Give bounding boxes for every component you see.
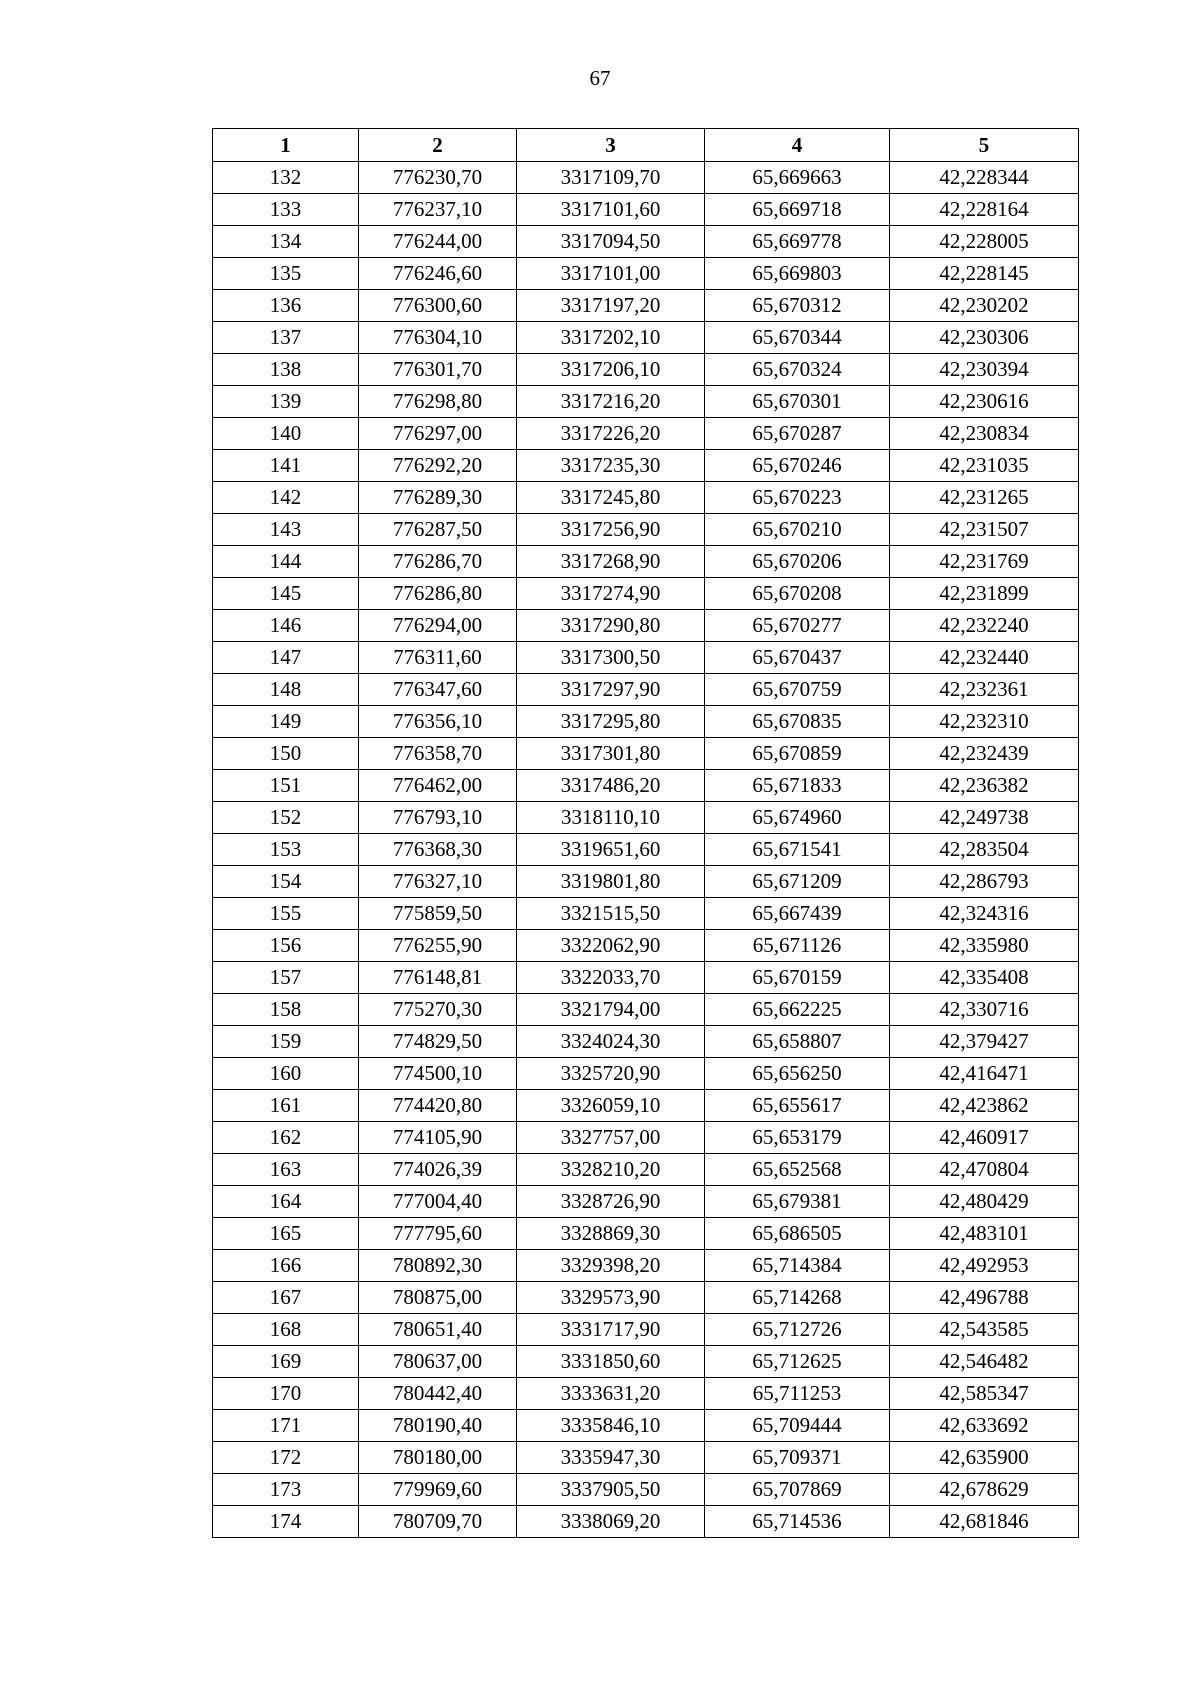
table-row — [213, 194, 1079, 226]
table-row — [213, 546, 1079, 578]
table-cell: 141 — [213, 450, 359, 482]
table-cell: 164 — [213, 1186, 359, 1218]
table-cell: 65,670223 — [705, 482, 890, 514]
table-cell: 173 — [213, 1474, 359, 1506]
table-cell: 42,470804 — [890, 1154, 1079, 1186]
table-cell: 42,228164 — [890, 194, 1079, 226]
table-cell: 776300,60 — [359, 290, 517, 322]
table-cell: 42,492953 — [890, 1250, 1079, 1282]
table-cell: 3317295,80 — [517, 706, 705, 738]
table-cell: 3333631,20 — [517, 1378, 705, 1410]
table-cell: 42,228145 — [890, 258, 1079, 290]
table-cell: 776301,70 — [359, 354, 517, 386]
table-cell: 42,633692 — [890, 1410, 1079, 1442]
table-cell: 3328869,30 — [517, 1218, 705, 1250]
table-cell: 780637,00 — [359, 1346, 517, 1378]
table-cell: 42,231899 — [890, 578, 1079, 610]
table-cell: 3317268,90 — [517, 546, 705, 578]
table-cell: 65,714384 — [705, 1250, 890, 1282]
table-cell: 65,670287 — [705, 418, 890, 450]
table-cell: 42,283504 — [890, 834, 1079, 866]
table-row — [213, 258, 1079, 290]
table-cell: 42,635900 — [890, 1442, 1079, 1474]
table-cell: 42,335980 — [890, 930, 1079, 962]
table-cell: 42,230306 — [890, 322, 1079, 354]
table-cell: 3317274,90 — [517, 578, 705, 610]
table-cell: 65,670312 — [705, 290, 890, 322]
table-cell: 65,671209 — [705, 866, 890, 898]
table-cell: 780875,00 — [359, 1282, 517, 1314]
table-cell: 776246,60 — [359, 258, 517, 290]
table-row — [213, 578, 1079, 610]
table-cell: 3317486,20 — [517, 770, 705, 802]
table-cell: 65,670324 — [705, 354, 890, 386]
table-cell: 65,714536 — [705, 1506, 890, 1538]
table-cell: 65,670859 — [705, 738, 890, 770]
column-header: 4 — [705, 129, 890, 162]
table-cell: 3317301,80 — [517, 738, 705, 770]
table-cell: 65,669663 — [705, 162, 890, 194]
table-row — [213, 1314, 1079, 1346]
table-row — [213, 1122, 1079, 1154]
table-cell: 3317290,80 — [517, 610, 705, 642]
table-row — [213, 610, 1079, 642]
table-cell: 3317297,90 — [517, 674, 705, 706]
table-cell: 143 — [213, 514, 359, 546]
table-cell: 774026,39 — [359, 1154, 517, 1186]
column-header: 2 — [359, 129, 517, 162]
table-cell: 159 — [213, 1026, 359, 1058]
table-cell: 3317109,70 — [517, 162, 705, 194]
table-row — [213, 1058, 1079, 1090]
table-cell: 776298,80 — [359, 386, 517, 418]
table-cell: 65,653179 — [705, 1122, 890, 1154]
table-row — [213, 1506, 1079, 1538]
page-number: 67 — [589, 66, 611, 90]
table-row — [213, 1282, 1079, 1314]
table-cell: 42,483101 — [890, 1218, 1079, 1250]
table-cell: 65,670759 — [705, 674, 890, 706]
table-row — [213, 482, 1079, 514]
table-row — [213, 1410, 1079, 1442]
table-row — [213, 354, 1079, 386]
table-row — [213, 1346, 1079, 1378]
table-row — [213, 866, 1079, 898]
table-cell: 65,707869 — [705, 1474, 890, 1506]
table-cell: 65,670246 — [705, 450, 890, 482]
table-cell: 65,670210 — [705, 514, 890, 546]
table-cell: 42,416471 — [890, 1058, 1079, 1090]
table-cell: 775270,30 — [359, 994, 517, 1026]
table-row — [213, 514, 1079, 546]
table-cell: 144 — [213, 546, 359, 578]
table-cell: 168 — [213, 1314, 359, 1346]
table-cell: 42,546482 — [890, 1346, 1079, 1378]
table-cell: 174 — [213, 1506, 359, 1538]
table-cell: 3317101,60 — [517, 194, 705, 226]
table-cell: 775859,50 — [359, 898, 517, 930]
table-row — [213, 1186, 1079, 1218]
table-row — [213, 226, 1079, 258]
table-row — [213, 1378, 1079, 1410]
table-cell: 42,286793 — [890, 866, 1079, 898]
table-cell: 65,670159 — [705, 962, 890, 994]
table-cell: 3317202,10 — [517, 322, 705, 354]
table-cell: 65,671541 — [705, 834, 890, 866]
table-cell: 3329573,90 — [517, 1282, 705, 1314]
table-row — [213, 802, 1079, 834]
table-cell: 65,671833 — [705, 770, 890, 802]
table-cell: 65,670208 — [705, 578, 890, 610]
table-cell: 65,679381 — [705, 1186, 890, 1218]
table-row — [213, 642, 1079, 674]
table-cell: 42,232361 — [890, 674, 1079, 706]
table-cell: 776368,30 — [359, 834, 517, 866]
table-row — [213, 1154, 1079, 1186]
table-row — [213, 1442, 1079, 1474]
table-body — [213, 162, 1079, 1538]
table-cell: 65,670437 — [705, 642, 890, 674]
table-cell: 776462,00 — [359, 770, 517, 802]
table-cell: 774420,80 — [359, 1090, 517, 1122]
table-row — [213, 1250, 1079, 1282]
table-cell: 65,670277 — [705, 610, 890, 642]
table-cell: 776244,00 — [359, 226, 517, 258]
table-cell: 160 — [213, 1058, 359, 1090]
table-cell: 776311,60 — [359, 642, 517, 674]
table-cell: 42,460917 — [890, 1122, 1079, 1154]
table-cell: 3319651,60 — [517, 834, 705, 866]
table-cell: 163 — [213, 1154, 359, 1186]
table-cell: 3337905,50 — [517, 1474, 705, 1506]
table-cell: 776304,10 — [359, 322, 517, 354]
table-row — [213, 290, 1079, 322]
table-cell: 65,662225 — [705, 994, 890, 1026]
table-cell: 65,670835 — [705, 706, 890, 738]
table-row — [213, 386, 1079, 418]
table-cell: 42,231265 — [890, 482, 1079, 514]
table-cell: 42,324316 — [890, 898, 1079, 930]
table-cell: 135 — [213, 258, 359, 290]
table-cell: 132 — [213, 162, 359, 194]
table-cell: 776297,00 — [359, 418, 517, 450]
table-cell: 65,652568 — [705, 1154, 890, 1186]
table-cell: 42,480429 — [890, 1186, 1079, 1218]
table-cell: 3317245,80 — [517, 482, 705, 514]
table-cell: 774500,10 — [359, 1058, 517, 1090]
table-cell: 776286,70 — [359, 546, 517, 578]
table-cell: 780892,30 — [359, 1250, 517, 1282]
table-cell: 3335846,10 — [517, 1410, 705, 1442]
table-cell: 3317197,20 — [517, 290, 705, 322]
table-cell: 65,709444 — [705, 1410, 890, 1442]
table-cell: 42,231769 — [890, 546, 1079, 578]
table-row — [213, 162, 1079, 194]
table-cell: 145 — [213, 578, 359, 610]
table-cell: 776358,70 — [359, 738, 517, 770]
table-cell: 42,330716 — [890, 994, 1079, 1026]
coordinates-table — [212, 128, 1079, 1538]
table-row — [213, 418, 1079, 450]
column-header: 3 — [517, 129, 705, 162]
header-row — [213, 129, 1079, 162]
table-cell: 42,585347 — [890, 1378, 1079, 1410]
table-cell: 162 — [213, 1122, 359, 1154]
table-row — [213, 994, 1079, 1026]
table-row — [213, 1090, 1079, 1122]
table-cell: 3319801,80 — [517, 866, 705, 898]
table-cell: 153 — [213, 834, 359, 866]
table-row — [213, 450, 1079, 482]
table-cell: 136 — [213, 290, 359, 322]
table-cell: 42,230394 — [890, 354, 1079, 386]
table-cell: 3321515,50 — [517, 898, 705, 930]
table-cell: 42,335408 — [890, 962, 1079, 994]
table-cell: 3331717,90 — [517, 1314, 705, 1346]
table-cell: 42,232240 — [890, 610, 1079, 642]
table-cell: 3324024,30 — [517, 1026, 705, 1058]
table-cell: 3329398,20 — [517, 1250, 705, 1282]
table-cell: 171 — [213, 1410, 359, 1442]
table-cell: 3331850,60 — [517, 1346, 705, 1378]
table-cell: 169 — [213, 1346, 359, 1378]
table-cell: 165 — [213, 1218, 359, 1250]
table-row — [213, 930, 1079, 962]
table-cell: 776289,30 — [359, 482, 517, 514]
table-row — [213, 738, 1079, 770]
table-cell: 779969,60 — [359, 1474, 517, 1506]
table-cell: 3318110,10 — [517, 802, 705, 834]
column-header: 1 — [213, 129, 359, 162]
table-cell: 157 — [213, 962, 359, 994]
table-cell: 65,712625 — [705, 1346, 890, 1378]
table-cell: 42,232310 — [890, 706, 1079, 738]
table-cell: 42,379427 — [890, 1026, 1079, 1058]
table-cell: 150 — [213, 738, 359, 770]
table-cell: 3321794,00 — [517, 994, 705, 1026]
table-cell: 65,670206 — [705, 546, 890, 578]
table-cell: 3322062,90 — [517, 930, 705, 962]
table-cell: 170 — [213, 1378, 359, 1410]
table-cell: 776230,70 — [359, 162, 517, 194]
table-cell: 65,674960 — [705, 802, 890, 834]
table-cell: 142 — [213, 482, 359, 514]
table-cell: 154 — [213, 866, 359, 898]
table-cell: 147 — [213, 642, 359, 674]
table-cell: 155 — [213, 898, 359, 930]
table-cell: 42,228344 — [890, 162, 1079, 194]
table-cell: 774105,90 — [359, 1122, 517, 1154]
table-cell: 42,496788 — [890, 1282, 1079, 1314]
column-header: 5 — [890, 129, 1079, 162]
table-row — [213, 1474, 1079, 1506]
table-cell: 65,669778 — [705, 226, 890, 258]
table-cell: 139 — [213, 386, 359, 418]
table-cell: 161 — [213, 1090, 359, 1122]
table-cell: 776286,80 — [359, 578, 517, 610]
table-cell: 65,658807 — [705, 1026, 890, 1058]
table-cell: 42,423862 — [890, 1090, 1079, 1122]
table-row — [213, 962, 1079, 994]
table-cell: 42,231035 — [890, 450, 1079, 482]
table-cell: 3328210,20 — [517, 1154, 705, 1186]
table-cell: 65,656250 — [705, 1058, 890, 1090]
table-cell: 780180,00 — [359, 1442, 517, 1474]
table-cell: 172 — [213, 1442, 359, 1474]
table-cell: 65,671126 — [705, 930, 890, 962]
table-cell: 777795,60 — [359, 1218, 517, 1250]
table-cell: 42,230202 — [890, 290, 1079, 322]
table-cell: 3326059,10 — [517, 1090, 705, 1122]
table-cell: 65,670301 — [705, 386, 890, 418]
table-cell: 42,232440 — [890, 642, 1079, 674]
table-cell: 156 — [213, 930, 359, 962]
table-cell: 166 — [213, 1250, 359, 1282]
table-cell: 146 — [213, 610, 359, 642]
table-cell: 158 — [213, 994, 359, 1026]
table-row — [213, 674, 1079, 706]
table-row — [213, 834, 1079, 866]
table-cell: 42,678629 — [890, 1474, 1079, 1506]
table-row — [213, 898, 1079, 930]
table-cell: 3328726,90 — [517, 1186, 705, 1218]
table-cell: 3325720,90 — [517, 1058, 705, 1090]
table-cell: 3317216,20 — [517, 386, 705, 418]
table-cell: 65,711253 — [705, 1378, 890, 1410]
table-cell: 3338069,20 — [517, 1506, 705, 1538]
table-cell: 134 — [213, 226, 359, 258]
table-cell: 65,714268 — [705, 1282, 890, 1314]
table-cell: 780651,40 — [359, 1314, 517, 1346]
table-cell: 42,230834 — [890, 418, 1079, 450]
table-row — [213, 1218, 1079, 1250]
table-cell: 3322033,70 — [517, 962, 705, 994]
table-cell: 42,236382 — [890, 770, 1079, 802]
table-cell: 148 — [213, 674, 359, 706]
table-header — [213, 129, 1079, 162]
table-cell: 780442,40 — [359, 1378, 517, 1410]
table-cell: 3317300,50 — [517, 642, 705, 674]
table-cell: 3317101,00 — [517, 258, 705, 290]
table-row — [213, 706, 1079, 738]
table-cell: 3317256,90 — [517, 514, 705, 546]
table-cell: 65,655617 — [705, 1090, 890, 1122]
table-cell: 776294,00 — [359, 610, 517, 642]
table-row — [213, 1026, 1079, 1058]
table-cell: 3317235,30 — [517, 450, 705, 482]
table-row — [213, 322, 1079, 354]
table-row — [213, 770, 1079, 802]
table-cell: 42,249738 — [890, 802, 1079, 834]
table-cell: 3335947,30 — [517, 1442, 705, 1474]
table-cell: 42,232439 — [890, 738, 1079, 770]
table-cell: 776237,10 — [359, 194, 517, 226]
table-cell: 776347,60 — [359, 674, 517, 706]
table-cell: 138 — [213, 354, 359, 386]
table-cell: 3317094,50 — [517, 226, 705, 258]
table-cell: 65,712726 — [705, 1314, 890, 1346]
table-cell: 149 — [213, 706, 359, 738]
table-cell: 776148,81 — [359, 962, 517, 994]
table-cell: 780709,70 — [359, 1506, 517, 1538]
table-cell: 133 — [213, 194, 359, 226]
table-cell: 42,228005 — [890, 226, 1079, 258]
table-cell: 776255,90 — [359, 930, 517, 962]
table-cell: 780190,40 — [359, 1410, 517, 1442]
table-cell: 776793,10 — [359, 802, 517, 834]
table-cell: 65,667439 — [705, 898, 890, 930]
table-cell: 65,670344 — [705, 322, 890, 354]
table-cell: 776292,20 — [359, 450, 517, 482]
table-cell: 777004,40 — [359, 1186, 517, 1218]
table-cell: 42,230616 — [890, 386, 1079, 418]
table-cell: 3317226,20 — [517, 418, 705, 450]
table-cell: 774829,50 — [359, 1026, 517, 1058]
table-cell: 42,681846 — [890, 1506, 1079, 1538]
table-cell: 151 — [213, 770, 359, 802]
table-cell: 776356,10 — [359, 706, 517, 738]
table-cell: 42,231507 — [890, 514, 1079, 546]
table-cell: 776287,50 — [359, 514, 517, 546]
table-cell: 776327,10 — [359, 866, 517, 898]
table-cell: 167 — [213, 1282, 359, 1314]
table-cell: 3317206,10 — [517, 354, 705, 386]
table-cell: 65,669718 — [705, 194, 890, 226]
table-cell: 3327757,00 — [517, 1122, 705, 1154]
table-cell: 137 — [213, 322, 359, 354]
table-cell: 65,709371 — [705, 1442, 890, 1474]
table-cell: 42,543585 — [890, 1314, 1079, 1346]
table-cell: 65,669803 — [705, 258, 890, 290]
table-cell: 140 — [213, 418, 359, 450]
table-cell: 152 — [213, 802, 359, 834]
table-cell: 65,686505 — [705, 1218, 890, 1250]
